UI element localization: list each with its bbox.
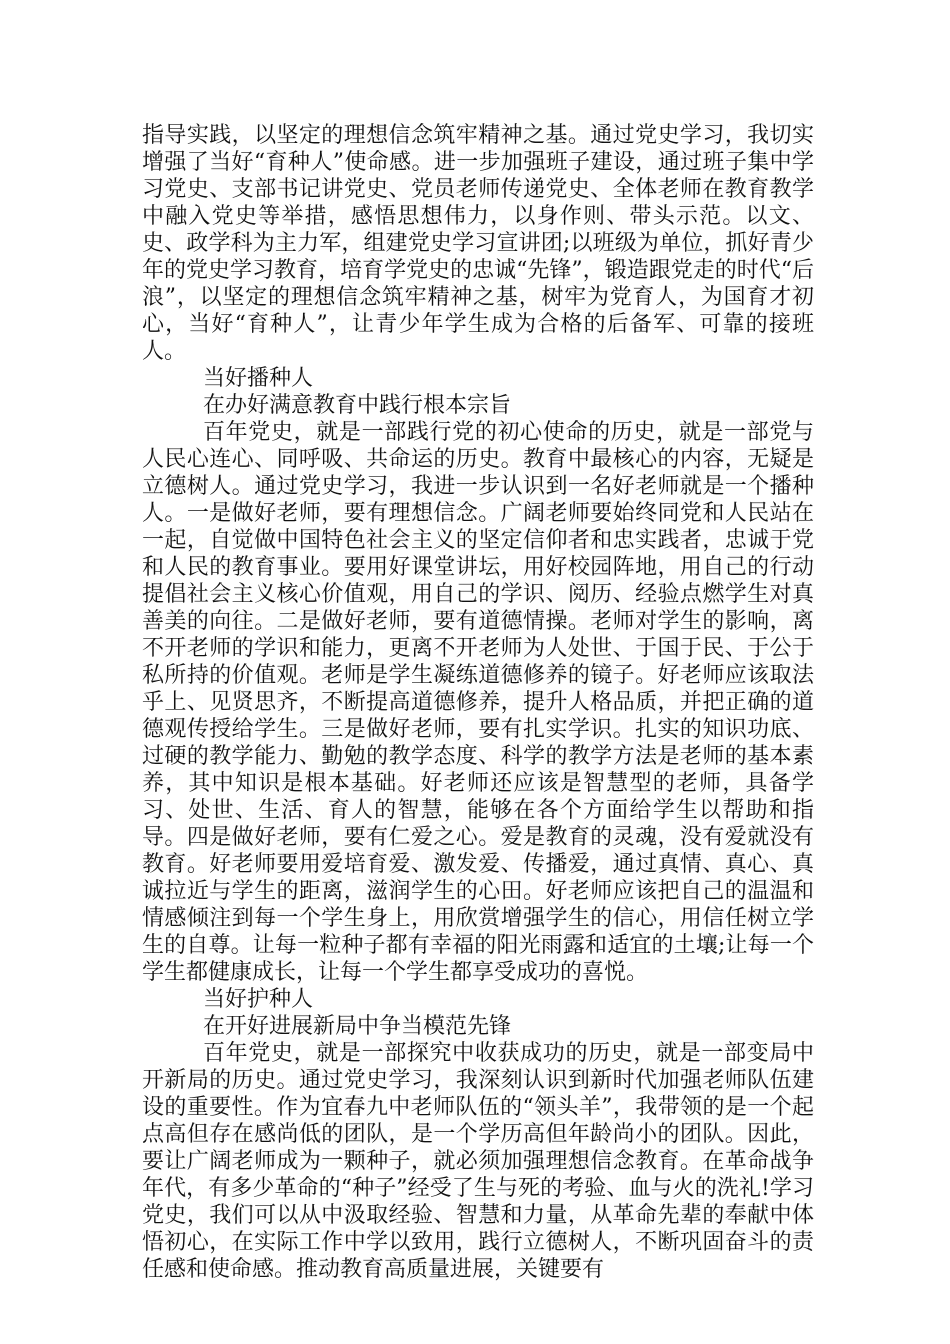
paragraph-guardian: 百年党史，就是一部探究中收获成功的历史，就是一部变局中开新局的历史。通过党史学习，我深刻认识到新时代加强老师队伍建设的重要性。作为宜春九中老师队伍的“领头羊”，我带领的是一个起点高但存在感尚低的团队，是一个学历高但年龄尚小的团队。因此，要让广阔老师成为一颗种子，就必须加强理想信念教育。在革命战争年代，有多少革命的“种子”经受了生与死的考验、血与火的洗礼!学习党史，我们可以从中汲取经验、智慧和力量，从革命先辈的奉献中体悟初心，在实际工作中学以致用，践行立德树人，不断巩固奋斗的责任感和使命感。推动教育高质量进展，关键要有	[142, 1041, 814, 1282]
heading-guardian: 当好护种人	[203, 987, 314, 1012]
subheading-guardian: 在开好进展新局中争当模范先锋	[203, 1014, 512, 1039]
heading-sower: 当好播种人	[203, 366, 314, 391]
subheading-sower: 在办好满意教育中践行根本宗旨	[203, 393, 512, 418]
paragraph-intro: 指导实践，以坚定的理想信念筑牢精神之基。通过党史学习，我切实增强了当好“育种人”使命感。进一步加强班子建设，通过班子集中学习党史、支部书记讲党史、党员老师传递党史、全体老师在教育教学中融入党史等举措，感悟思想伟力，以身作则、带头示范。以文、史、政学科为主力军，组建党史学习宣讲团;以班级为单位，抓好青少年的党史学习教育，培育学党史的忠诚“先锋”，锻造跟党走的时代“后浪”，以坚定的理想信念筑牢精神之基，树牢为党育人，为国育才初心，当好“育种人”，让青少年学生成为合格的后备军、可靠的接班人。	[142, 123, 814, 364]
document-body	[142, 122, 814, 1283]
paragraph-sower: 百年党史，就是一部践行党的初心使命的历史，就是一部党与人民心连心、同呼吸、共命运的历史。教育中最核心的内容，无疑是立德树人。通过党史学习，我进一步认识到一名好老师就是一个播种人。一是做好老师，要有理想信念。广阔老师要始终同党和人民站在一起，自觉做中国特色社会主义的坚定信仰者和忠实践者，忠诚于党和人民的教育事业。要用好课堂讲坛，用好校园阵地，用自己的行动提倡社会主义核心价值观，用自己的学识、阅历、经验点燃学生对真善美的向往。二是做好老师，要有道德情操。老师对学生的影响，离不开老师的学识和能力，更离不开老师为人处世、于国于民、于公于私所持的价值观。老师是学生凝练道德修养的镜子。好老师应该取法乎上、见贤思齐，不断提高道德修养，提升人格品质，并把正确的道德观传授给学生。三是做好老师，要有扎实学识。扎实的知识功底、过硬的教学能力、勤勉的教学态度、科学的教学方法是老师的基本素养，其中知识是根本基础。好老师还应该是智慧型的老师，具备学习、处世、生活、育人的智慧，能够在各个方面给学生以帮助和指导。四是做好老师，要有仁爱之心。爱是教育的灵魂，没有爱就没有教育。好老师要用爱培育爱、激发爱、传播爱，通过真情、真心、真诚拉近与学生的距离，滋润学生的心田。好老师应该把自己的温温和情感倾注到每一个学生身上，用欣赏增强学生的信心，用信任树立学生的自尊。让每一粒种子都有幸福的阳光雨露和适宜的土壤;让每一个学生都健康成长，让每一个学生都享受成功的喜悦。	[142, 420, 814, 985]
